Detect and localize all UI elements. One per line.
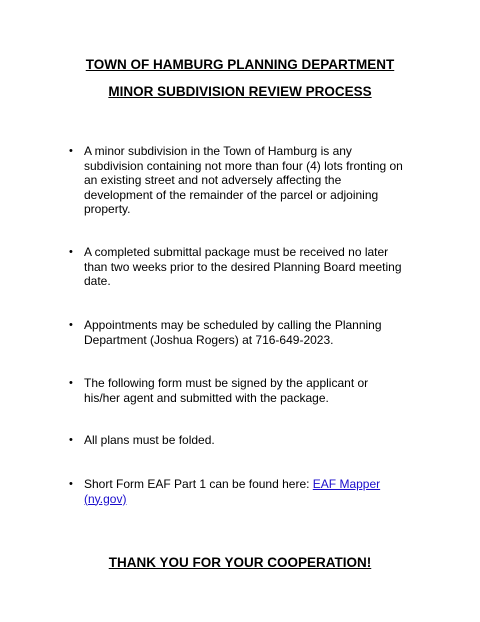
- eaf-intro-text: Short Form EAF Part 1 can be found here:: [84, 477, 313, 491]
- eaf-mapper-link[interactable]: EAF Mapper (ny.gov): [84, 477, 381, 506]
- list-item-text: A minor subdivision in the Town of Hamburg is any subdivision containing not more than four (4) lots fronting on an existing street and not adversely affecting the development of the remainder of the parcel or adjoining property.: [84, 144, 403, 217]
- bullet-icon: •: [69, 434, 73, 446]
- bullet-icon: •: [69, 377, 73, 389]
- page-title: TOWN OF HAMBURG PLANNING DEPARTMENT: [85, 57, 395, 72]
- footer-message: THANK YOU FOR YOUR COOPERATION!: [108, 555, 372, 570]
- bullet-icon: •: [69, 319, 73, 331]
- bullet-icon: •: [69, 145, 73, 157]
- list-item-text: All plans must be folded.: [84, 433, 215, 447]
- list-item-text: The following form must be signed by the applicant or his/her agent and submitted with the package.: [84, 376, 369, 405]
- bullet-icon: •: [69, 246, 73, 258]
- bullet-icon: •: [69, 478, 73, 490]
- page-subtitle: MINOR SUBDIVISION REVIEW PROCESS: [108, 84, 372, 99]
- list-item-text: Appointments may be scheduled by calling the Planning Department (Joshua Rogers) at 716-649-2023.: [84, 318, 382, 347]
- list-item-text: [84, 477, 406, 506]
- list-item-text: A completed submittal package must be received no later than two weeks prior to the desired Planning Board meeting date.: [84, 245, 402, 289]
